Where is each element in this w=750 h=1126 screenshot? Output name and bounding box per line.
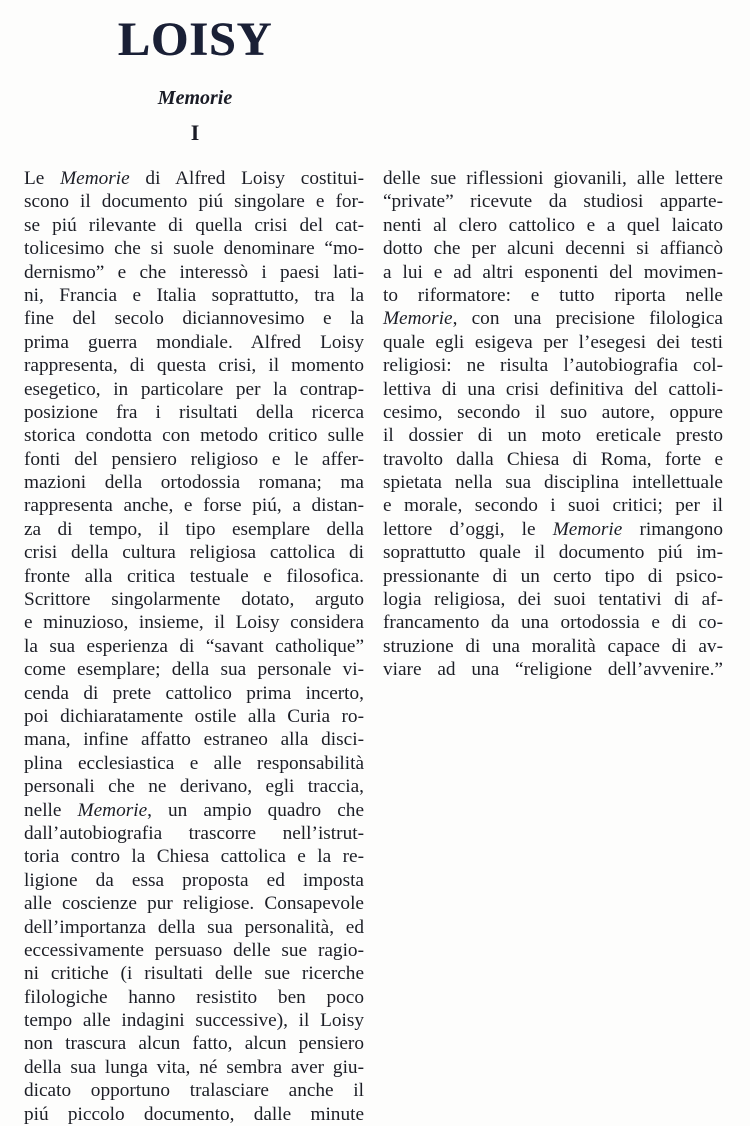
text-line <box>24 588 364 611</box>
text-line <box>24 962 364 985</box>
text-line <box>383 565 723 588</box>
text-line <box>24 237 364 260</box>
italic-title-text: Memorie <box>60 168 130 189</box>
text-run: to riformatore: e tutto riporta nelle <box>383 284 723 306</box>
text-run: viare ad una “religione dell’avvenire.” <box>383 659 723 681</box>
text-run: personali che ne derivano, egli traccia, <box>24 776 364 798</box>
text-run: posizione fra i risultati della ricerca <box>24 401 364 423</box>
chapter-number: I <box>190 120 200 145</box>
text-line <box>24 611 364 634</box>
text-run: plina ecclesiastica e alle responsabilità <box>24 752 364 774</box>
text-line <box>383 378 723 401</box>
text-line <box>24 1079 364 1102</box>
text-run: la sua esperienza di “savant catholique” <box>24 635 364 657</box>
text-run: dotto che per alcuni decenni si affiancò <box>383 238 723 260</box>
text-line <box>24 190 364 213</box>
text-run: poi dichiaratamente ostile alla Curia ro- <box>24 705 364 727</box>
text-line <box>383 307 723 330</box>
text-line <box>24 518 364 541</box>
text-line <box>24 635 364 658</box>
text-line <box>24 261 364 284</box>
italic-title-text: Memorie <box>552 518 623 540</box>
text-run: travolto dalla Chiesa di Roma, forte e <box>383 448 723 470</box>
text-run: esegetico, in particolare per la contrap- <box>24 378 364 400</box>
text-run: eccessivamente persuaso delle sue ragio- <box>24 939 364 961</box>
text-run: ligione da essa proposta ed imposta <box>24 869 364 891</box>
text-run: cenda di prete cattolico prima incerto, <box>24 682 364 704</box>
text-line <box>383 494 723 517</box>
text-line <box>383 448 723 471</box>
text-run: rappresenta, di questa crisi, il momento <box>24 355 364 377</box>
text-line <box>24 845 364 868</box>
text-line <box>24 1032 364 1055</box>
text-line <box>383 261 723 284</box>
text-run: tempo alle indagini successive), il Loisy <box>24 1010 364 1032</box>
text-line <box>24 892 364 915</box>
text-line <box>24 214 364 237</box>
text-run: alle coscienze pur religiose. Consapevole <box>24 893 364 915</box>
text-run: , con una precisione filologica <box>452 308 723 330</box>
text-run: come esemplare; della sua personale vi- <box>24 659 364 681</box>
text-line <box>24 658 364 681</box>
text-line <box>24 986 364 1009</box>
text-line <box>383 237 723 260</box>
text-line <box>24 939 364 962</box>
text-run: tolicesimo che si suole denominare “mo- <box>24 238 364 260</box>
text-line <box>24 728 364 751</box>
text-run: e minuzioso, insieme, il Loisy considera <box>24 612 364 634</box>
article-subtitle: Memorie <box>157 87 233 109</box>
text-line <box>383 284 723 307</box>
text-column-left <box>24 167 364 1126</box>
text-run: il dossier di un moto ereticale presto <box>383 425 723 447</box>
text-line <box>383 401 723 424</box>
text-line <box>383 518 723 541</box>
text-line <box>24 1056 364 1079</box>
text-run: nelle <box>24 799 78 821</box>
text-line <box>24 401 364 424</box>
text-line <box>383 424 723 447</box>
text-line <box>24 565 364 588</box>
text-line <box>24 307 364 330</box>
text-run: mazioni della ortodossia romana; ma <box>24 472 364 494</box>
text-run: a lui e ad altri esponenti del movimen- <box>383 261 723 283</box>
text-line <box>383 331 723 354</box>
text-run: rimangono <box>622 518 723 540</box>
text-run: dicato opportuno tralasciare anche il <box>24 1080 364 1102</box>
text-line <box>383 541 723 564</box>
text-line <box>24 378 364 401</box>
text-run: crisi della cultura religiosa cattolica di <box>24 542 364 564</box>
text-line <box>24 167 364 190</box>
text-line <box>383 635 723 658</box>
text-run: za di tempo, il tipo esemplare della <box>24 518 364 540</box>
text-line <box>24 775 364 798</box>
text-line <box>383 167 723 190</box>
text-run: e morale, secondo i suoi critici; per il <box>383 495 723 517</box>
text-line <box>24 494 364 517</box>
text-line <box>383 190 723 213</box>
text-run: “private” ricevute da studiosi apparte- <box>383 191 723 213</box>
text-run: dall’autobiografia trascorre nell’istrut- <box>24 822 364 844</box>
text-run: , un ampio quadro che <box>147 799 365 821</box>
text-run: ni, Francia e Italia soprattutto, tra la <box>24 284 364 306</box>
text-line <box>24 799 364 822</box>
text-line <box>24 705 364 728</box>
text-run: storica condotta con metodo critico sulle <box>24 425 364 447</box>
text-run: fonti del pensiero religioso e le affer- <box>24 448 364 470</box>
text-run: scono il documento piú singolare e for- <box>24 191 364 213</box>
text-run: toria contro la Chiesa cattolica e la re- <box>24 846 364 868</box>
text-run: quale egli esigeva per l’esegesi dei testi <box>383 331 723 353</box>
text-run: non trascura alcun fatto, alcun pensiero <box>24 1033 364 1055</box>
article-title: LOISY <box>117 13 273 66</box>
text-run: Le <box>24 168 61 189</box>
text-line <box>383 214 723 237</box>
text-line <box>24 354 364 377</box>
text-line <box>24 869 364 892</box>
text-run: struzione di una moralità capace di av- <box>383 635 723 657</box>
text-run: religiosi: ne risulta l’autobiografia col- <box>383 355 723 377</box>
text-run: pressionante di un certo tipo di psico- <box>383 565 723 587</box>
text-line <box>383 611 723 634</box>
text-run: mana, infine affatto estraneo alla disci- <box>24 729 364 751</box>
text-line <box>383 354 723 377</box>
text-line <box>24 448 364 471</box>
text-run: se piú rilevante di quella crisi del cat- <box>24 214 364 236</box>
text-run: rappresenta anche, e forse piú, a distan- <box>24 495 364 517</box>
text-line <box>24 916 364 939</box>
text-run: di Alfred Loisy costitui- <box>129 168 364 189</box>
text-line <box>24 471 364 494</box>
text-column-right <box>383 167 723 682</box>
text-run: fronte alla critica testuale e filosofica. <box>24 565 364 587</box>
text-run: piú piccolo documento, dalle minute <box>24 1103 364 1125</box>
text-run: lettore d’oggi, le <box>383 518 553 540</box>
text-run: francamento da una ortodossia e di co- <box>383 612 723 634</box>
text-run: soprattutto quale il documento piú im- <box>383 542 723 564</box>
italic-title-text: Memorie <box>77 799 148 821</box>
text-run: logia religiosa, dei suoi tentativi di af- <box>383 589 723 611</box>
text-run: ni critiche (i risultati delle sue ricerche <box>24 963 364 985</box>
text-run: nenti al clero cattolico e a quel laicato <box>383 214 723 236</box>
text-line <box>24 331 364 354</box>
text-line <box>24 822 364 845</box>
text-run: lettiva di una crisi definitiva del cattoli- <box>383 378 723 400</box>
text-run: dernismo” e che interessò i paesi lati- <box>24 261 364 283</box>
text-line <box>24 541 364 564</box>
text-line <box>24 1009 364 1032</box>
text-run: delle sue riflessioni giovanili, alle lettere <box>383 168 723 189</box>
text-line <box>383 658 723 681</box>
text-line <box>24 682 364 705</box>
text-run: fine del secolo diciannovesimo e la <box>24 308 364 330</box>
text-line <box>24 424 364 447</box>
italic-title-text: Memorie <box>383 308 453 330</box>
text-run: Scrittore singolarmente dotato, arguto <box>24 589 364 611</box>
text-line <box>383 471 723 494</box>
text-run: cesimo, secondo il suo autore, oppure <box>383 401 723 423</box>
text-line <box>24 284 364 307</box>
text-run: dell’importanza della sua personalità, ed <box>24 916 364 938</box>
text-run: filologiche hanno resistito ben poco <box>24 986 364 1008</box>
text-line <box>383 588 723 611</box>
text-line <box>24 1103 364 1126</box>
text-run: spietata nella sua disciplina intellettuale <box>383 472 723 494</box>
text-run: prima guerra mondiale. Alfred Loisy <box>24 331 364 353</box>
text-run: della sua lunga vita, né sembra aver giu- <box>24 1056 364 1078</box>
text-line <box>24 752 364 775</box>
